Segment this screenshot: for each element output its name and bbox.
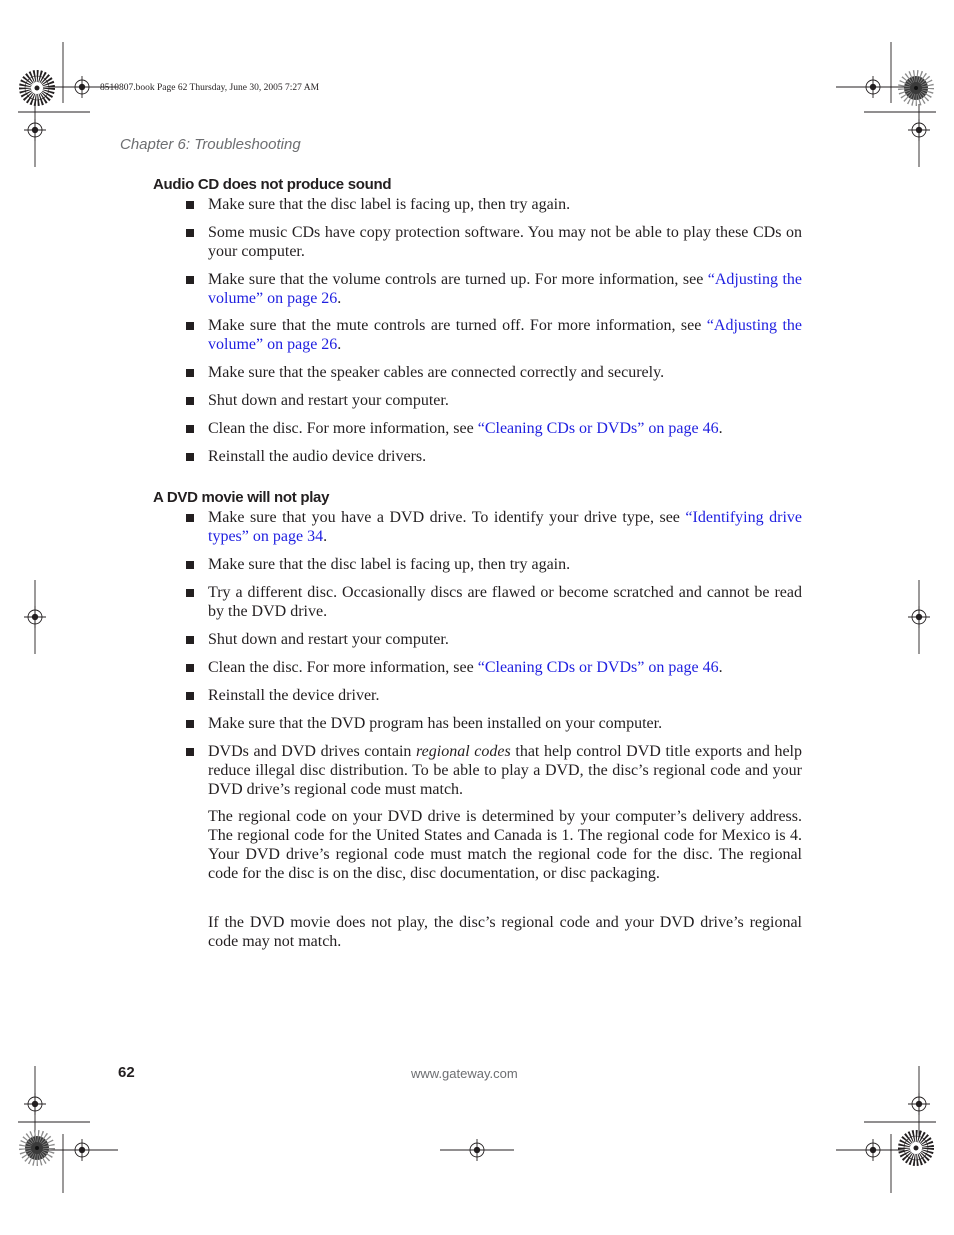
bullet-icon xyxy=(186,561,194,569)
bullet-icon xyxy=(186,748,194,756)
cross-reference-link-cleaning-discs[interactable]: “Cleaning CDs or DVDs” on page 46 xyxy=(477,659,719,676)
list-item xyxy=(186,583,806,621)
list-item xyxy=(186,391,806,410)
regional-code-mismatch-paragraph: If the DVD movie does not play, the disc’s regional code and your DVD drive’s regional code may not match. xyxy=(208,914,802,950)
cross-reference-link-adjusting-volume[interactable]: “Adjusting the volume” on page 26 xyxy=(208,317,803,353)
list-item-text: Try a different disc. Occasionally discs are flawed or become scratched and cannot be read by the DVD drive. xyxy=(208,584,802,620)
list-item-text-part: Make sure that the mute controls are turned off. For more information, see xyxy=(208,317,707,334)
regional-code-paragraph: The regional code on your DVD drive is determined by your computer’s delivery address. The regional code for the United States and Canada is 1. The regional code for Mexico is 4. Your DVD drive’s regional code must match the regional code for the disc. The regional code for the disc is on the disc, disc documentation, or disc packaging. xyxy=(208,808,802,882)
bullet-icon xyxy=(186,229,194,237)
list-item-text-part: Make sure that you have a DVD drive. To identify your drive type, see xyxy=(208,509,686,526)
list-item xyxy=(186,419,806,438)
list-item-text-part: . xyxy=(718,659,723,676)
list-item-text-part: Clean the disc. For more information, see xyxy=(208,659,478,676)
list-item-text-part: DVDs and DVD drives contain xyxy=(208,743,417,760)
bullet-icon xyxy=(186,369,194,377)
bullet-icon xyxy=(186,201,194,209)
section-heading-dvd-movie: A DVD movie will not play xyxy=(153,489,330,506)
bullet-icon xyxy=(186,664,194,672)
list-item-text: Shut down and restart your computer. xyxy=(208,631,449,648)
cross-reference-link-adjusting-volume[interactable]: “Adjusting the volume” on page 26 xyxy=(208,271,803,307)
list-item xyxy=(186,195,806,214)
list-item-text-part: . xyxy=(323,528,328,545)
page-number: 62 xyxy=(118,1064,135,1081)
list-item xyxy=(186,555,806,574)
list-item xyxy=(186,270,806,308)
section-heading-audio-cd: Audio CD does not produce sound xyxy=(153,176,392,193)
list-item-text: Reinstall the device driver. xyxy=(208,687,380,704)
list-item-text xyxy=(208,270,802,308)
bullet-icon xyxy=(186,397,194,405)
cross-reference-link-cleaning-discs[interactable]: “Cleaning CDs or DVDs” on page 46 xyxy=(477,420,719,437)
list-item xyxy=(186,742,806,799)
list-item-text: Make sure that the disc label is facing up, then try again. xyxy=(208,556,571,573)
bullet-icon xyxy=(186,425,194,433)
list-item-text-part: Make sure that the volume controls are turned up. For more information, see xyxy=(208,271,708,288)
list-item xyxy=(186,686,806,705)
list-item-text-part: . xyxy=(337,290,342,307)
list-item xyxy=(186,508,806,546)
list-item-text-part: . xyxy=(718,420,723,437)
list-item xyxy=(186,714,806,733)
list-item-text xyxy=(208,316,802,354)
bullet-icon xyxy=(186,692,194,700)
list-item-text xyxy=(208,419,802,438)
list-item-text: Shut down and restart your computer. xyxy=(208,392,449,409)
list-item-text: Make sure that the DVD program has been installed on your computer. xyxy=(208,715,663,732)
list-item-text-part: . xyxy=(337,336,342,353)
bullet-icon xyxy=(186,720,194,728)
list-item xyxy=(186,630,806,649)
list-item-text-part: that help control DVD title exports and help reduce illegal disc distribution. To be able to play a DVD, the disc’s regional code and your DVD drive’s regional code must match. xyxy=(208,743,803,798)
bullet-icon xyxy=(186,276,194,284)
bullet-icon xyxy=(186,453,194,461)
bullet-icon xyxy=(186,636,194,644)
bullet-icon xyxy=(186,322,194,330)
list-item-text xyxy=(208,742,802,799)
print-slug: 8510807.book Page 62 Thursday, June 30, 2005 7:27 AM xyxy=(100,83,320,93)
list-item xyxy=(186,316,806,354)
list-item-text xyxy=(208,508,802,546)
emphasis-regional-codes: regional codes xyxy=(416,743,511,760)
list-item-text-part: Clean the disc. For more information, see xyxy=(208,420,478,437)
bullet-icon xyxy=(186,589,194,597)
footer-url: www.gateway.com xyxy=(411,1066,518,1081)
list-item-text: Some music CDs have copy protection software. You may not be able to play these CDs on your computer. xyxy=(208,224,802,260)
list-item xyxy=(186,223,806,261)
list-item xyxy=(186,658,806,677)
bullet-icon xyxy=(186,514,194,522)
running-head: Chapter 6: Troubleshooting xyxy=(120,136,301,153)
list-item-text: Make sure that the speaker cables are connected correctly and securely. xyxy=(208,364,665,381)
list-item xyxy=(186,447,806,466)
cross-reference-link-identifying-drives[interactable]: “Identifying drive types” on page 34 xyxy=(208,509,803,545)
list-item-text xyxy=(208,658,802,677)
list-item-text: Reinstall the audio device drivers. xyxy=(208,448,427,465)
list-item-text: Make sure that the disc label is facing up, then try again. xyxy=(208,196,571,213)
list-item xyxy=(186,363,806,382)
